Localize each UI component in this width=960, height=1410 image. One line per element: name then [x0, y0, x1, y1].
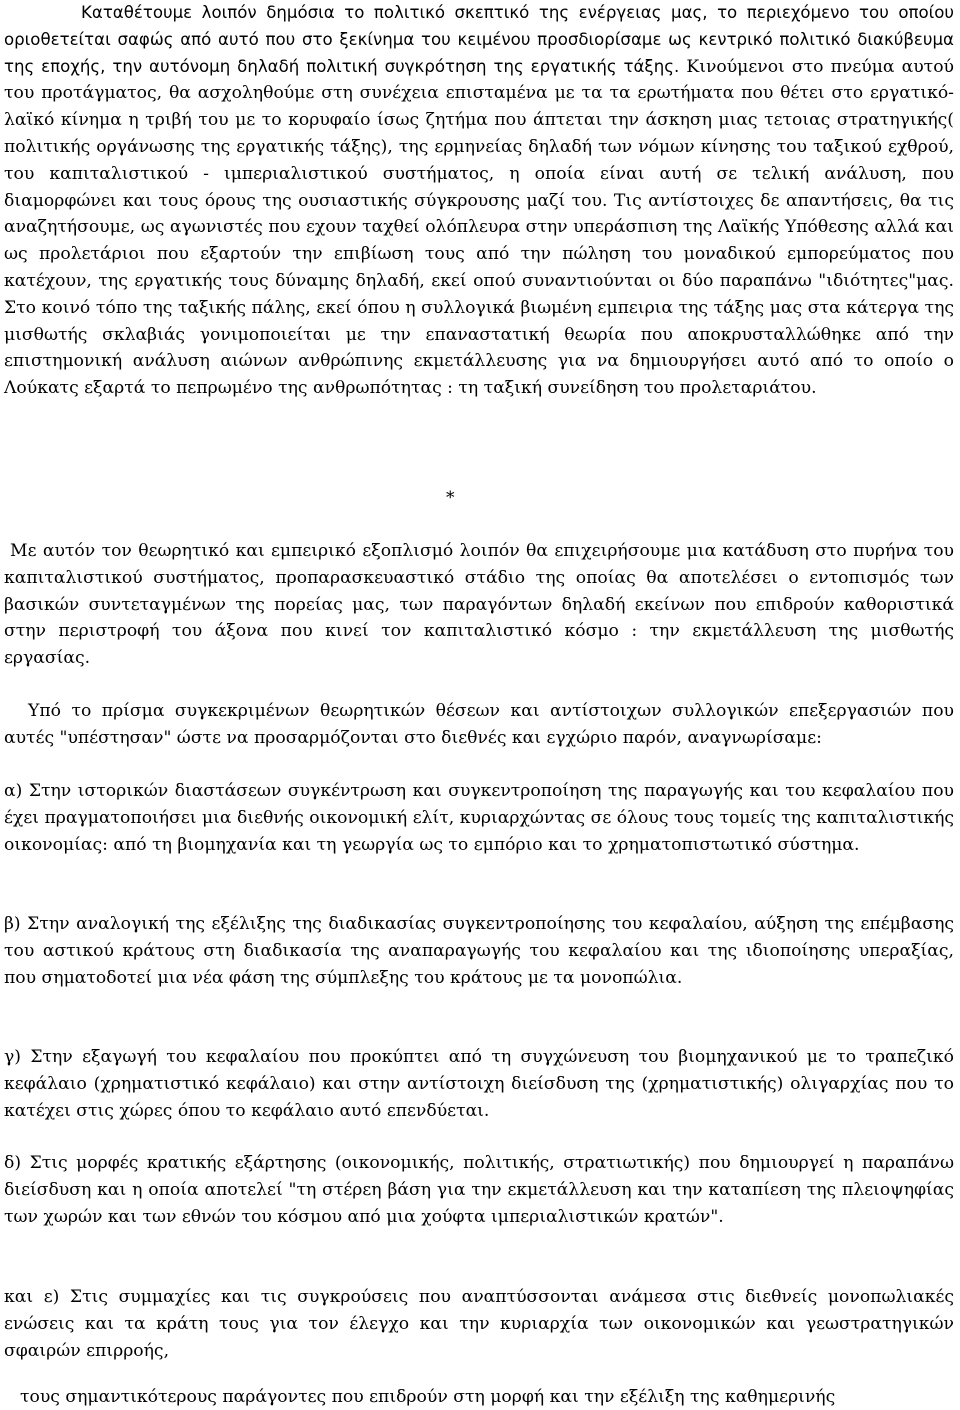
list-item-e: και ε) Στις συμμαχίες και τις συγκρούσεις που αναπτύσσονται ανάμεσα στις διεθνείς μονοπωλιακές ενώσεις και τα κράτη τους για τον έλεγχο και την κυριαρχία των οικονομικών και γεωστρατηγικών σφαιρών επιρροής,: [4, 1287, 954, 1361]
list-item-c: γ) Στην εξαγωγή του κεφαλαίου που προκύπτει από τη συγχώνευση του βιομηχανικού με το τραπεζικό κεφάλαιο (χρηματιστικό κεφάλαιο) και στην αντίστοιχη διείσδυση της (χρηματιστικής) ολιγαρχίας που το κατέχει στις χώρες όπου το κεφάλαιο αυτό επενδύεται.: [4, 1047, 954, 1121]
paragraph-intro: [4, 0, 954, 402]
paragraph-intro-sans-part: Καταθέτουμε λοιπόν δημόσια το πολιτικό σκεπτικό της ενέργειας μας, το περιεχόμενο του οποίου οριοθετείται σαφώς από αυτό που στο ξεκίνημα του κειμένου προσδιορίσαμε ως κεντρικό πολιτικό διακύβευμα της εποχής, την αυτόνομη δηλαδή πολιτική συγκρότηση της εργατικής τάξης.: [4, 3, 954, 76]
paragraph-continuation: τους σημαντικότερους παράγοντες που επιδρούν στη μορφή και την εξέλιξη της καθημερινής: [20, 1387, 836, 1407]
paragraph-intro-serif-part: Κινούμενοι στο πνεύμα αυτού του προτάγματος, θα ασχοληθούμε στη συνέχεια επισταμένα με τα τα ερωτήματα που θέτει στο εργατικό- λαϊκό κίνημα η τριβή του με το κορυφαίο ίσως ζητήμα που άπτεται την άσκηση μιας τετοιας στρατηγικής( πολιτικής οργάνωσης της εργατικής τάξης), της ερμηνείας δηλαδή των νόμων κίνησης του ταξικού εχθρού, του καπιταλιστικού - ιμπεριαλιστικού συστήματος, η οποία είναι αυτή σε τελική ανάλυση, που διαμορφώνει και τους όρους της ουσιαστικής σύγκρουσης μαζί του. Τις αντίστοιχες δε απαντήσεις, θα τις αναζητήσουμε, ως αγωνιστές που εχουν ταχθεί ολόπλευρα στην υπεράσπιση της Λαϊκής Υπόθεσης αλλά και ως προλετάριοι που εξαρτούν την επιβίωση τους από την πώληση του μοναδικού εμπορεύματος που κατέχουν, της εργατικής τους δύναμης δηλαδή, εκεί οπού συναντιούνται οι δύο παραπάνω "ιδιότητες"μας. Στο κοινό τόπο της ταξικής πάλης, εκεί όπου η συλλογικά βιωμένη εμπειρια της τάξης μας στα κάτεργα της μισθωτής σκλαβιάς γονιμοποιείται με την επαναστατική θεωρία που αποκρυσταλλώθηκε από την επιστημονική ανάλυση αιώνων ανθρώπινης εκμετάλλευσης για να δημιουργήσει αυτό από το οποίο ο Λούκατς εξαρτά το πεπρωμένο της ανθρωπότητας : τη ταξική συνείδηση του προλεταριάτου.: [4, 56, 954, 399]
list-item-b: β) Στην αναλογική της εξέλιξης της διαδικασίας συγκεντροποίησης του κεφαλαίου, αύξηση της επέμβασης του αστικού κράτους στη διαδικασία της αναπαραγωγής του κεφαλαίου και της ιδιοποίησης υπεραξίας, που σηματοδοτεί μια νέα φάση της σύμπλεξης του κράτους με τα μονοπώλια.: [4, 914, 954, 988]
list-item-d: δ) Στις μορφές κρατικής εξάρτησης (οικονομικής, πολιτικής, στρατιωτικής) που δημιουργεί η παραπάνω διείσδυση και η οποία αποτελεί "τη στέρεη βάση για την εκμετάλλευση και την καταπίεση της πλειοψηφίας των χωρών και των εθνών του κόσμου από μια χούφτα ιμπεριαλιστικών κρατών".: [4, 1153, 954, 1227]
paragraph-recognition: Υπό το πρίσμα συγκεκριμένων θεωρητικών θέσεων και αντίστοιχων συλλογικών επεξεργασιών που αυτές "υπέστησαν" ώστε να προσαρμόζονται στο διεθνές και εγχώριο παρόν, αναγνωρίσαμε:: [4, 701, 954, 748]
paragraph-method: Με αυτόν τον θεωρητικό και εμπειρικό εξοπλισμό λοιπόν θα επιχειρήσουμε μια κατάδυση στο πυρήνα του καπιταλιστικού συστήματος, προπαρασκευαστικό στάδιο της οποίας θα αποτελέσει ο εντοπισμός των βασικών συντεταγμένων της πορείας μας, των παραγόντων δηλαδή εκείνων που επιδρούν καθοριστικά στην περιστροφή του άξονα που κινεί τον καπιταλιστικό κόσμο : την εκμετάλλευση της μισθωτής εργασίας.: [4, 541, 954, 669]
section-separator: *: [446, 488, 455, 508]
list-item-a: α) Στην ιστορικών διαστάσεων συγκέντρωση και συγκεντροποίηση της παραγωγής και του κεφαλαίου που έχει πραγματοποιήσει μια διεθνής οικονομική ελίτ, κυριαρχώντας σε όλους τους τομείς της καπιταλιστικής οικονομίας: από τη βιομηχανία και τη γεωργία ως το εμπόριο και το χρηματοπιστωτικό σύστημα.: [4, 781, 954, 855]
